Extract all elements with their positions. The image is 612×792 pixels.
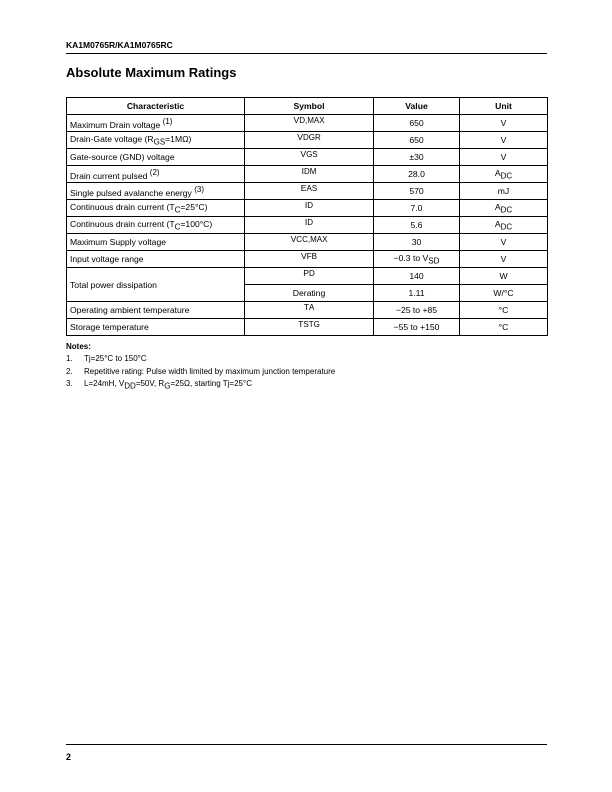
symbol-cell: VD,MAX [245,115,374,132]
table-row [67,132,548,149]
unit-cell: W/°C [460,285,548,302]
note-item [66,378,335,393]
table-row [67,166,548,183]
symbol-cell: IDM [245,166,374,183]
characteristic-cell: Single pulsed avalanche energy $^{(3)}$ [67,183,245,200]
unit-cell: W [460,268,548,285]
value-cell: 5.6 [374,217,460,234]
note-text: Repetitive rating: Pulse width limited by maximum junction temperature [84,366,336,376]
column-header-unit: Unit [460,98,548,115]
table-row [67,149,548,166]
symbol-cell: VCC,MAX [245,234,374,251]
header-rule [66,53,547,54]
symbol-cell: Derating [245,285,374,302]
table-row [67,200,548,217]
symbol-cell: VFB [245,251,374,268]
symbol-cell: VDGR [245,132,374,149]
table-header-row [67,98,548,115]
characteristic-cell: Operating ambient temperature [67,302,245,319]
value-cell: −25 to +85 [374,302,460,319]
column-header-value: Value [374,98,460,115]
column-header-characteristic: Characteristic [67,98,245,115]
footer-rule [66,744,547,745]
value-cell: −55 to +150 [374,319,460,336]
unit-cell: $A_{DC}$ [460,217,548,234]
note-item [66,353,335,366]
symbol-cell: PD [245,268,374,285]
table-row [67,234,548,251]
document-header: KA1M0765R/KA1M0765RC [66,40,173,50]
unit-cell: V [460,115,548,132]
note-number: 1. [66,354,73,363]
table-row [67,183,548,200]
table-row [67,268,548,285]
symbol-cell: TSTG [245,319,374,336]
symbol-cell: VGS [245,149,374,166]
table-row [67,115,548,132]
value-cell: ±30 [374,149,460,166]
unit-cell: °C [460,319,548,336]
value-cell: 140 [374,268,460,285]
unit-cell: $A_{DC}$ [460,166,548,183]
value-cell: 28.0 [374,166,460,183]
column-header-symbol: Symbol [245,98,374,115]
characteristic-cell: Gate-source (GND) voltage [67,149,245,166]
unit-cell: mJ [460,183,548,200]
value-cell: 1.11 [374,285,460,302]
characteristic-cell: Storage temperature [67,319,245,336]
unit-cell: °C [460,302,548,319]
note-number: 3. [66,379,73,388]
note-text: Tj=25°C to 150°C [84,354,147,363]
unit-cell: V [460,132,548,149]
notes-heading: Notes: [66,342,91,351]
characteristic-cell: Continuous drain current $(T_C=100^\circ C)$ [67,217,245,234]
table-row [67,251,548,268]
note-text: L=24mH, $V_{DD}=50V$, $R_G=25\Omega$, starting Tj=25°C [84,379,252,391]
unit-cell: V [460,149,548,166]
value-cell: −0.3 to $V_{SD}$ [374,251,460,268]
value-cell: 30 [374,234,460,251]
note-number: 2. [66,366,73,376]
characteristic-cell: Continuous drain current $(T_C=25^\circ C)$ [67,200,245,217]
symbol-cell: ID [245,200,374,217]
symbol-cell: EAS [245,183,374,200]
value-cell: 570 [374,183,460,200]
characteristic-cell: Total power dissipation [67,268,245,302]
symbol-cell: TA [245,302,374,319]
value-cell: 7.0 [374,200,460,217]
characteristic-cell: Input voltage range [67,251,245,268]
unit-cell: V [460,251,548,268]
page-number: 2 [66,752,72,762]
table-row [67,319,548,336]
unit-cell: $A_{DC}$ [460,200,548,217]
section-title: Absolute Maximum Ratings [66,65,237,80]
table-row [67,302,548,319]
notes-section [66,342,335,393]
characteristic-cell: Drain-Gate voltage $(R_{GS}=1M\Omega)$ [67,132,245,149]
note-item [66,366,335,379]
table-row [67,217,548,234]
absolute-maximum-ratings-table [66,97,548,336]
unit-cell: V [460,234,548,251]
value-cell: 650 [374,132,460,149]
characteristic-cell: Maximum Drain voltage $^{(1)}$ [67,115,245,132]
characteristic-cell: Drain current pulsed $^{(2)}$ [67,166,245,183]
characteristic-cell: Maximum Supply voltage [67,234,245,251]
value-cell: 650 [374,115,460,132]
symbol-cell: ID [245,217,374,234]
